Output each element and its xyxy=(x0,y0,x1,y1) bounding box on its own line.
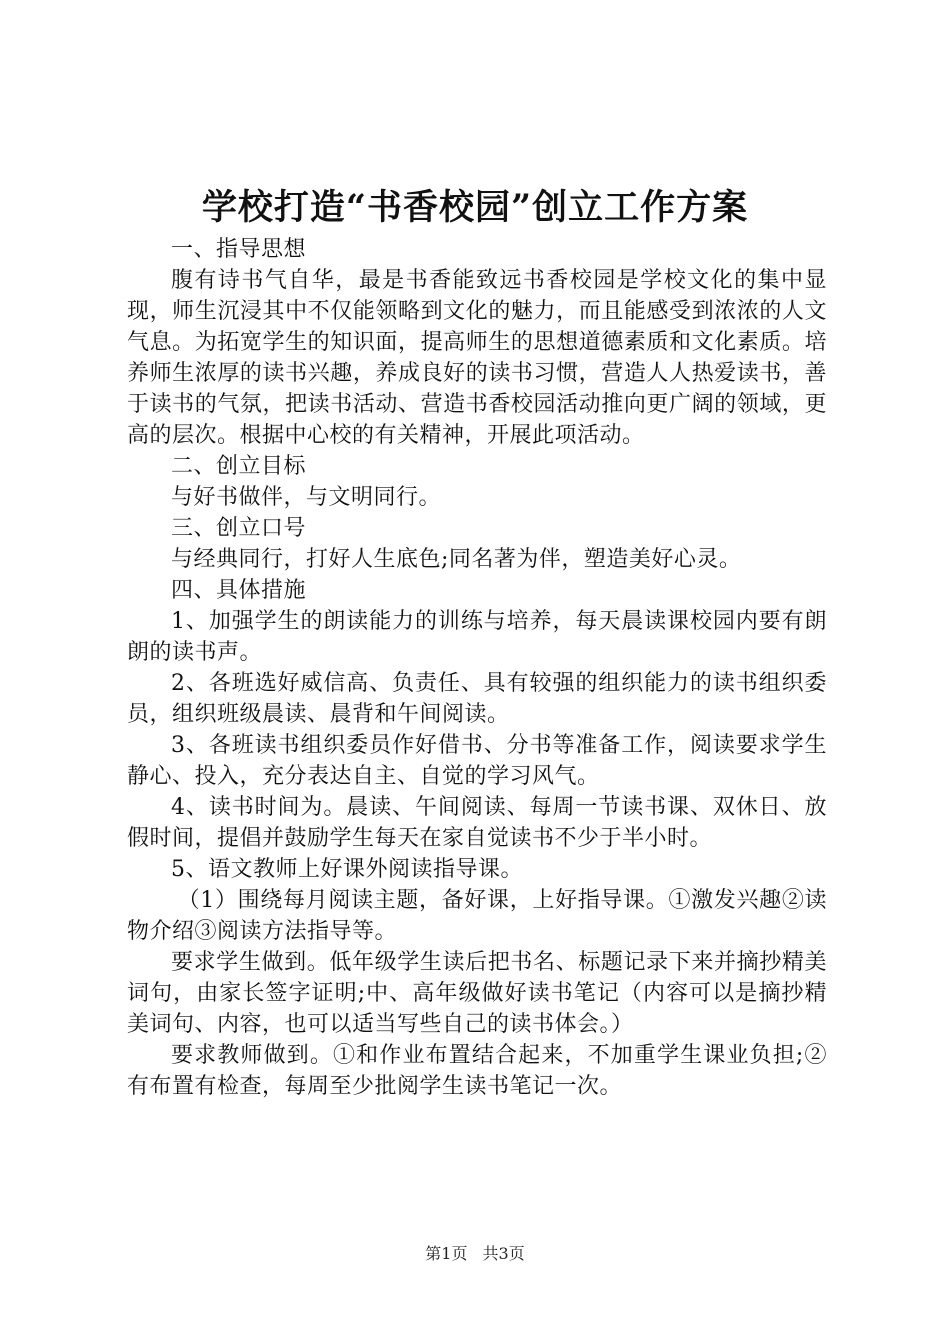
page-footer xyxy=(0,1243,950,1265)
paragraph-guiding-ideology: 腹有诗书气自华，最是书香能致远书香校园是学校文化的集中显现，师生沉浸其中不仅能领略到文化的魅力，而且能感受到浓浓的人文气息。为拓宽学生的知识面，提高师生的思想道德素质和文化素质。培养师生浓厚的读书兴趣，养成良好的读书习惯，营造人人热爱读书，善于读书的气氛，把读书活动、营造书香校园活动推向更广阔的领域，更高的层次。根据中心校的有关精神，开展此项活动。 xyxy=(127,268,827,448)
paragraph-student-requirements: 要求学生做到。低年级学生读后把书名、标题记录下来并摘抄精美词句，由家长签字证明;中、高年级做好读书笔记（内容可以是摘抄精美词句、内容，也可以适当写些自己的读书体会。） xyxy=(127,950,827,1037)
measure-item-5: 5、语文教师上好课外阅读指导课。 xyxy=(171,857,523,882)
measure-item-3: 3、各班读书组织委员作好借书、分书等准备工作，阅读要求学生静心、投入，充分表达自主、自觉的学习风气。 xyxy=(127,733,827,789)
paragraph-teacher-requirements: 要求教师做到。①和作业布置结合起来，不加重学生课业负担;② 有布置有检查，每周至少批阅学生读书笔记一次。 xyxy=(127,1043,827,1099)
measure-item-1: 1、加强学生的朗读能力的训练与培养，每天晨读课校园内要有朗朗的读书声。 xyxy=(127,609,827,665)
paragraph-goal: 与好书做伴，与文明同行。 xyxy=(171,485,442,510)
section-heading-measures: 四、具体措施 xyxy=(171,578,307,603)
section-heading-guiding-ideology: 一、指导思想 xyxy=(171,237,307,262)
document-title: 学校打造“书香校园”创立工作方案 xyxy=(201,187,749,228)
paragraph-slogan: 与经典同行，打好人生底色;同名著为伴，塑造美好心灵。 xyxy=(171,547,742,572)
document-body xyxy=(127,234,827,1102)
measure-item-4: 4、读书时间为。晨读、午间阅读、每周一节读书课、双休日、放假时间，提倡并鼓励学生每天在家自觉读书不少于半小时。 xyxy=(127,795,827,851)
measure-item-2: 2、各班选好威信高、负责任、具有较强的组织能力的读书组织委员，组织班级晨读、晨背和午间阅读。 xyxy=(127,671,827,727)
page-number: 第1页 xyxy=(425,1244,468,1263)
section-heading-goal: 二、创立目标 xyxy=(171,454,307,479)
page-total: 共3页 xyxy=(482,1244,525,1263)
section-heading-slogan: 三、创立口号 xyxy=(171,516,307,541)
measure-sub-item-1: （1）围绕每月阅读主题，备好课，上好指导课。①激发兴趣②读物介绍③阅读方法指导等。 xyxy=(127,888,827,944)
